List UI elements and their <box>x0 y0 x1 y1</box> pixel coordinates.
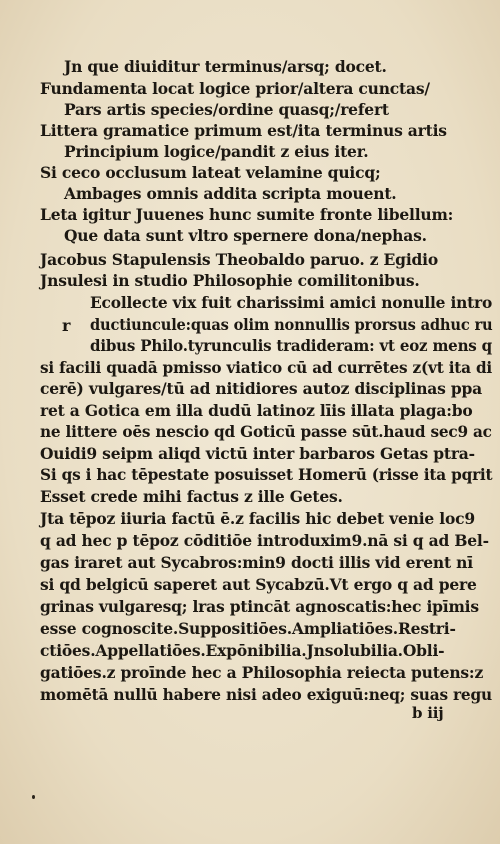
prose-line: Jta tēpoz iiuria factū ē.z facilis hic debet venie loc9 <box>40 509 475 528</box>
verse-line: Si ceco occlusum lateat velamine quicq; <box>40 163 381 182</box>
prose-line: esse cognoscite.Suppositiōes.Ampliatiōes.Restri- <box>40 619 456 638</box>
prose-line: si facili quadā pmisso viatico cū ad currētes z(vt ita di <box>40 358 493 377</box>
prose-line: q ad hec p tēpoz cōditiōe introduxim9.nā si q ad Bel- <box>40 531 489 550</box>
prose-line: grinas vulgaresq; lras ptincāt agnoscatis:hec ipīmis <box>40 597 479 616</box>
verse-line: Fundamenta locat logice prior/altera cunctas/ <box>40 79 430 98</box>
prose-line: Ouidi9 seipm aliqd victū inter barbaros Getas ptra- <box>40 444 475 463</box>
prose-line: ductiuncule:quas olim nonnullis prorsus adhuc ru <box>90 315 493 334</box>
prose-line: ret a Gotica em illa dudū latinoz līis illata plaga:bo <box>40 401 473 420</box>
verse-line: Littera gramatice primum est/ita terminus artis <box>40 121 447 140</box>
prose-line: momētā nullū habere nisi adeo exiguū:neq; suas regu <box>40 685 492 704</box>
verse-line: Ambages omnis addita scripta mouent. <box>64 184 397 203</box>
dedication-line: Jnsulesi in studio Philosophie comilitonibus. <box>40 271 420 290</box>
verse-line: Pars artis species/ordine quasq;/refert <box>64 100 389 119</box>
prose-line: cerē) vulgares/tū ad nitidiores autoz disciplinas ppa <box>40 379 482 398</box>
prose-line: dibus Philo.tyrunculis tradideram: vt eoz mens q <box>90 336 492 355</box>
prose-line: Si qs i hac tēpestate posuisset Homerū (risse ita pqrit <box>40 465 493 484</box>
prose-line: Ecollecte vix fuit charissimi amici nonulle intro <box>90 293 493 312</box>
prose-line: si qd belgicū saperet aut Sycabzū.Vt ergo q ad pere <box>40 575 477 594</box>
prose-line: Esset crede mihi factus z ille Getes. <box>40 487 343 506</box>
prose-line: ne littere oēs nescio qd Goticū passe sūt.haud sec9 ac <box>40 422 492 441</box>
prose-line: gatiōes.z proīnde hec a Philosophia reiecta putens:z <box>40 663 484 682</box>
dedication-line: Jacobus Stapulensis Theobaldo paruo. z Egidio <box>40 250 438 269</box>
margin-mark: r <box>62 316 71 335</box>
ink-speck <box>32 795 35 799</box>
prose-line: gas iraret aut Sycabros:min9 docti illis vid erent nī <box>40 553 473 572</box>
verse-line: Jn que diuiditur terminus/arsq; docet. <box>64 57 387 76</box>
verse-line: Principium logice/pandit z eius iter. <box>64 142 369 161</box>
verse-line: Leta igitur Juuenes hunc sumite fronte libellum: <box>40 205 454 224</box>
prose-line: ctiōes.Appellatiōes.Expōnibilia.Jnsolubilia.Obli- <box>40 641 445 660</box>
signature-mark: b iij <box>412 704 444 722</box>
verse-line: Que data sunt vltro spernere dona/nephas. <box>64 226 427 245</box>
